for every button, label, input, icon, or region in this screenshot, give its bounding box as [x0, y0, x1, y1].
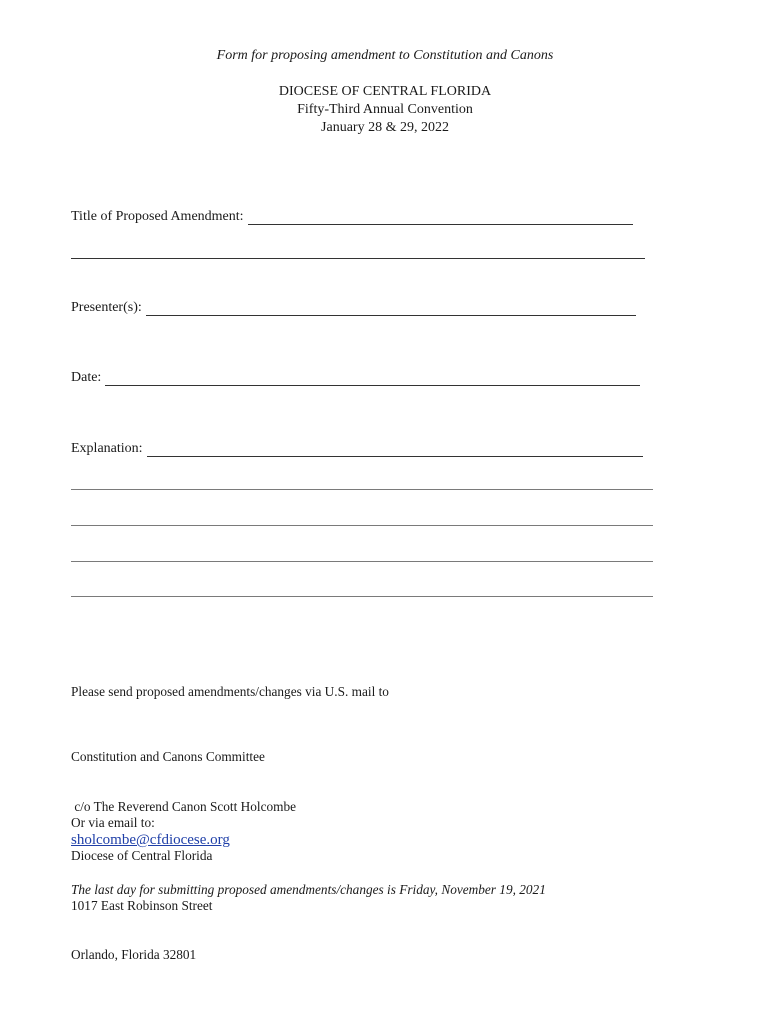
title-label: Title of Proposed Amendment:: [71, 209, 244, 224]
form-title: Form for proposing amendment to Constitution and Canons: [216, 48, 554, 63]
title-input[interactable]: [248, 212, 633, 225]
diocese-name: DIOCESE OF CENTRAL FLORIDA: [278, 84, 492, 99]
explanation-line-4[interactable]: [71, 596, 653, 597]
email-link[interactable]: sholcombe@cfdiocese.org: [71, 832, 230, 848]
email-instructions: Or via email to:: [71, 815, 155, 830]
title-continuation-line[interactable]: [71, 258, 645, 259]
title-field-row: [71, 208, 633, 225]
convention-name: Fifty-Third Annual Convention: [297, 102, 473, 117]
explanation-field-row: [71, 440, 643, 457]
address-line: c/o The Reverend Canon Scott Holcombe: [71, 798, 297, 814]
date-field-row: [71, 369, 640, 386]
address-line: 1017 East Robinson Street: [71, 897, 213, 913]
explanation-line-2[interactable]: [71, 525, 653, 526]
explanation-line-1[interactable]: [71, 489, 653, 490]
explanation-input[interactable]: [147, 444, 643, 457]
mail-instructions: Please send proposed amendments/changes via U.S. mail to: [71, 684, 389, 699]
explanation-label: Explanation:: [71, 441, 143, 456]
date-label: Date:: [71, 370, 102, 385]
address-line: Orlando, Florida 32801: [71, 947, 197, 962]
presenters-input[interactable]: [146, 303, 636, 316]
convention-dates: January 28 & 29, 2022: [321, 120, 449, 135]
address-line: Constitution and Canons Committee: [71, 749, 265, 764]
date-input[interactable]: [105, 373, 640, 386]
explanation-line-3[interactable]: [71, 561, 653, 562]
address-line: Diocese of Central Florida: [71, 848, 213, 863]
deadline-notice: The last day for submitting proposed amendments/changes is Friday, November 19, 2021: [71, 882, 546, 897]
presenters-label: Presenter(s):: [71, 300, 142, 315]
presenters-field-row: [71, 299, 636, 316]
